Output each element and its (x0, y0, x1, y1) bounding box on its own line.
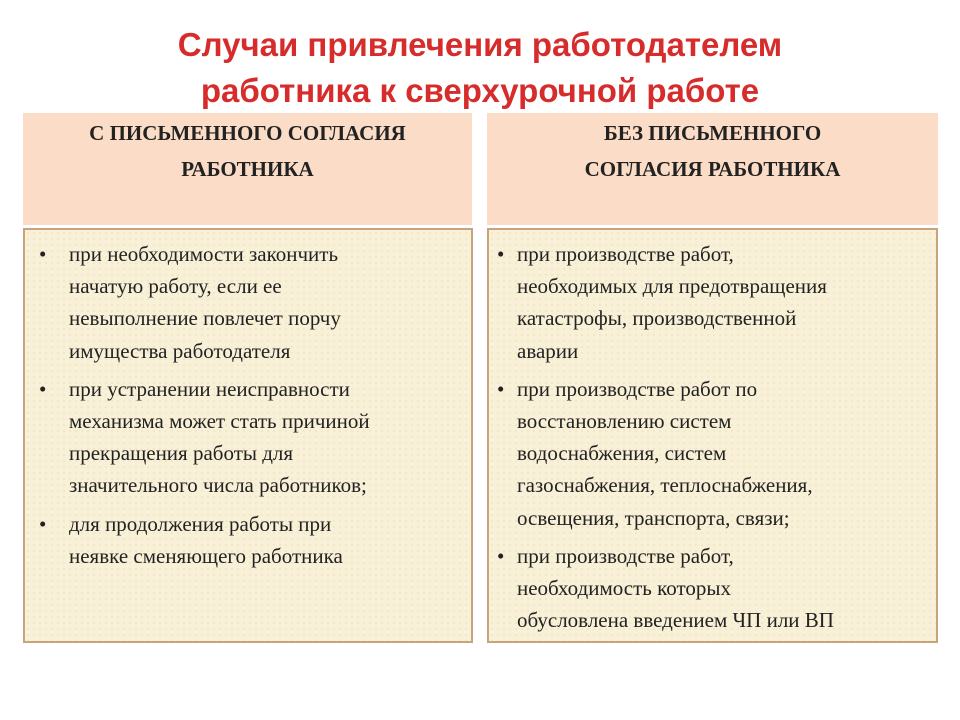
list-item-text: при производстве работ по восстановлению систем водоснабжения, систем газоснабжения, теплоснабжения, освещения, транспорта, связи; (517, 376, 813, 530)
bullet-icon: • (39, 242, 47, 266)
left-header-line-1: С ПИСЬМЕННОГО СОГЛАСИЯ (89, 121, 406, 145)
left-column-header (23, 113, 472, 225)
list-item-text: при устранении неисправности механизма может стать причиной прекращения работы для значительного числа работников; (69, 376, 370, 498)
list-item-text: при производстве работ, необходимость которых обусловлена введением ЧП или ВП (517, 543, 834, 633)
right-header-line-2: СОГЛАСИЯ РАБОТНИКА (584, 157, 841, 181)
left-header-line-2: РАБОТНИКА (181, 157, 314, 181)
right-column-header (487, 113, 938, 225)
left-bullet-list (25, 230, 471, 572)
list-item (39, 373, 461, 502)
right-column-panel (487, 228, 938, 643)
list-item-text: для продолжения работы при неявке сменяющего работника (69, 511, 343, 568)
right-bullet-list (489, 230, 936, 636)
slide-title-line-2: работника к сверхурочной работе (200, 72, 760, 109)
list-item (497, 373, 926, 534)
list-item-text: при необходимости закончить начатую работу, если ее невыполнение повлечет порчу имущества работодателя (69, 242, 341, 363)
list-item (39, 508, 461, 572)
list-item (497, 238, 926, 367)
list-item (497, 540, 926, 637)
slide-title-line-1: Случаи привлечения работодателем (177, 26, 783, 63)
bullet-icon: • (39, 376, 47, 401)
bullet-icon: • (497, 543, 505, 568)
list-item (39, 238, 461, 367)
bullet-icon: • (39, 511, 47, 536)
left-column-panel (23, 228, 473, 643)
bullet-icon: • (497, 242, 505, 266)
slide-title (0, 22, 960, 114)
list-item-text: при производстве работ, необходимых для предотвращения катастрофы, производственной аварии (517, 242, 827, 363)
right-header-line-1: БЕЗ ПИСЬМЕННОГО (603, 121, 822, 145)
bullet-icon: • (497, 376, 505, 401)
